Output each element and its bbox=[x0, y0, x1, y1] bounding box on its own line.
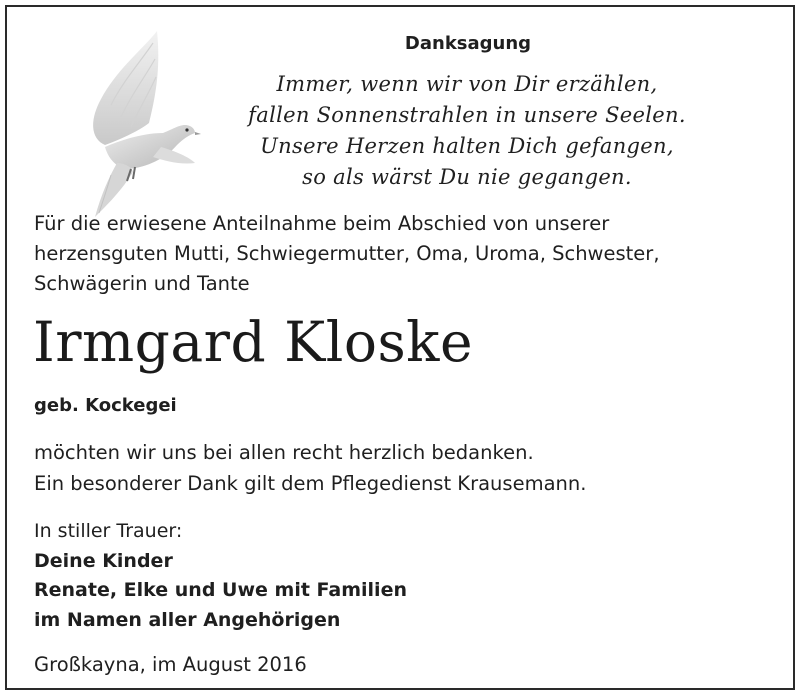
mourner-line: Renate, Elke und Uwe mit Familien bbox=[34, 579, 407, 601]
poem-line: Immer, wenn wir von Dir erzählen, bbox=[276, 72, 658, 96]
poem-line: fallen Sonnenstrahlen in unsere Seelen. bbox=[248, 103, 686, 127]
poem-line: so als wärst Du nie gegangen. bbox=[302, 165, 632, 189]
notice-heading: Danksagung bbox=[404, 33, 532, 54]
birth-name: geb. Kockegei bbox=[34, 395, 177, 416]
deceased-name: Irmgard Kloske bbox=[33, 310, 474, 374]
mourner-line: Deine Kinder bbox=[34, 549, 173, 572]
mourning-label: In stiller Trauer: bbox=[34, 520, 183, 542]
mourner-line: im Namen aller Angehörigen bbox=[34, 608, 341, 631]
poem-line: Unsere Herzen halten Dich gefangen, bbox=[260, 134, 674, 158]
thanks-line: möchten wir uns bei allen recht herzlich bedanken. bbox=[34, 441, 534, 464]
poem bbox=[242, 69, 692, 193]
thanks-line: Ein besonderer Dank gilt dem Pflegedienst Krausemann. bbox=[34, 472, 587, 495]
mourners-block bbox=[34, 517, 734, 635]
intro-line: Schwägerin und Tante bbox=[34, 272, 250, 295]
intro-text bbox=[34, 209, 734, 299]
dove-icon bbox=[65, 29, 205, 219]
thanks-text bbox=[34, 437, 734, 499]
intro-line: Für die erwiesene Anteilnahme beim Abschied von unserer bbox=[34, 212, 610, 235]
place-date: Großkayna, im August 2016 bbox=[34, 653, 307, 676]
intro-line: herzensguten Mutti, Schwiegermutter, Oma, Uroma, Schwester, bbox=[34, 242, 660, 265]
obituary-notice bbox=[5, 5, 795, 690]
